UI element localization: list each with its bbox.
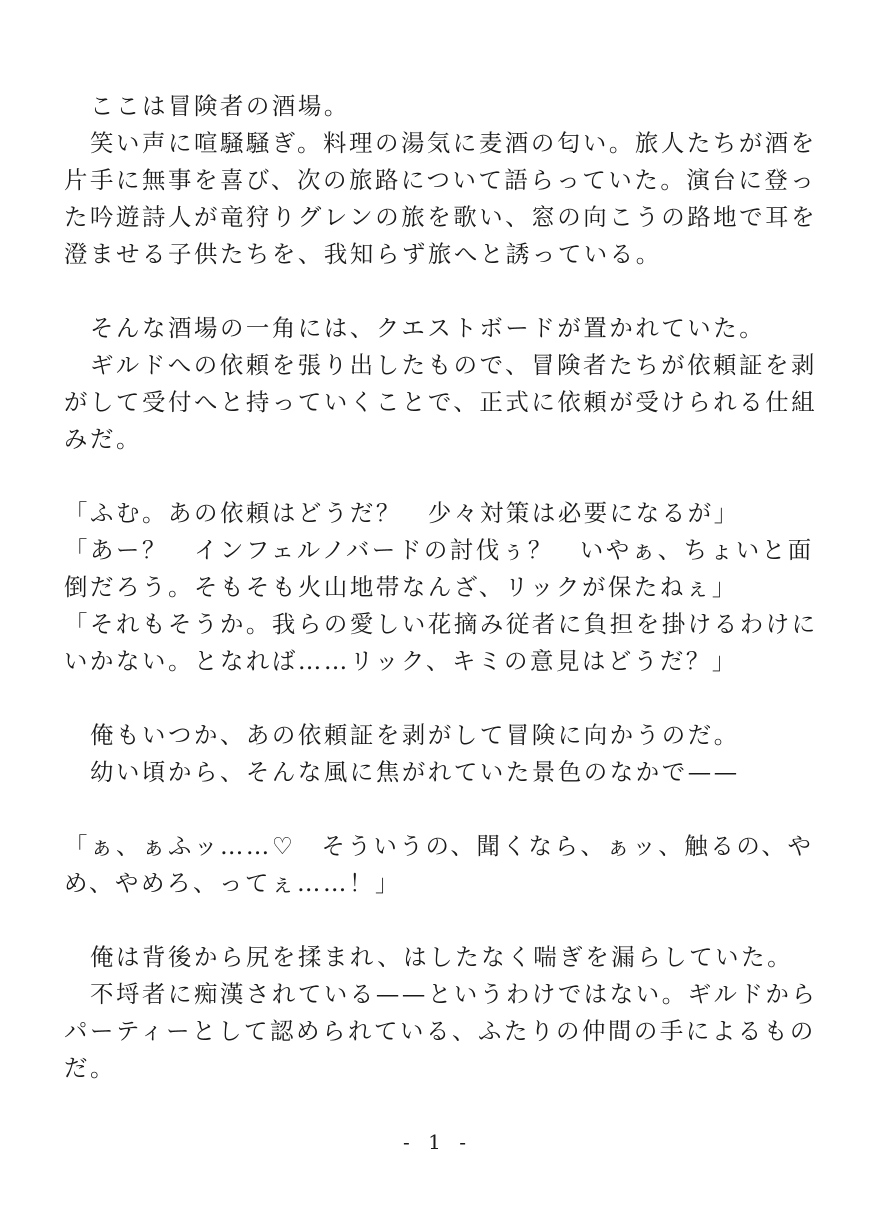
text-line: 不埒者に痴漢されている——というわけではない。ギルドから: [64, 980, 818, 1008]
dialogue-line: 「ふむ。あの依頼はどうだ？ 少々対策は必要になるが」: [64, 499, 740, 527]
dialogue-line: 「ぁ、ぁふッ……♡ そういうの、聞くなら、ぁッ、触るの、や: [64, 832, 814, 860]
paragraph-gap: [64, 273, 814, 310]
dialogue-line: いかない。となれば……リック、キミの意見はどうだ？」: [64, 647, 738, 675]
text-line: ここは冒険者の酒場。: [64, 92, 350, 120]
text-line: 幼い頃から、そんな風に焦がれていた景色のなかで——: [64, 758, 740, 786]
dialogue-line: 「あー？ インフェルノバードの討伐ぅ？ いやぁ、ちょいと面: [64, 536, 814, 564]
text-line: た吟遊詩人が竜狩りグレンの旅を歌い、窓の向こうの路地で耳を: [64, 203, 818, 231]
text-line: みだ。: [64, 425, 142, 453]
text-line: そんな酒場の一角には、クエストボードが置かれていた。: [64, 314, 766, 342]
text-line: 俺は背後から尻を揉まれ、はしたなく喘ぎを漏らしていた。: [64, 943, 794, 971]
body-text: [64, 88, 818, 1087]
paragraph-gap: [64, 680, 814, 717]
text-line: だ。: [64, 1054, 116, 1082]
page-number: - 1 -: [403, 1130, 472, 1154]
text-line: パーティーとして認められている、ふたりの仲間の手によるもの: [64, 1017, 816, 1045]
paragraph-gap: [64, 458, 814, 495]
text-line: がして受付へと持っていくことで、正式に依頼が受けられる仕組: [64, 388, 818, 416]
paragraph-gap: [64, 902, 814, 939]
text-line: 澄ませる子供たちを、我知らず旅へと誘っている。: [64, 240, 662, 268]
paragraph-gap: [64, 791, 814, 828]
text-line: 片手に無事を喜び、次の旅路について語らっていた。演台に登っ: [64, 166, 817, 194]
text-line: 俺もいつか、あの依頼証を剥がして冒険に向かうのだ。: [64, 721, 740, 749]
text-line: 笑い声に喧騒騒ぎ。料理の湯気に麦酒の匂い。旅人たちが酒を: [64, 129, 817, 157]
dialogue-line: 「それもそうか。我らの愛しい花摘み従者に負担を掛けるわけに: [64, 610, 818, 638]
dialogue-line: 倒だろう。そもそも火山地帯なんざ、リックが保たねぇ」: [64, 573, 738, 601]
dialogue-line: め、やめろ、ってぇ……！」: [64, 869, 401, 897]
text-line: ギルドへの依頼を張り出したもので、冒険者たちが依頼証を剥: [64, 351, 818, 379]
